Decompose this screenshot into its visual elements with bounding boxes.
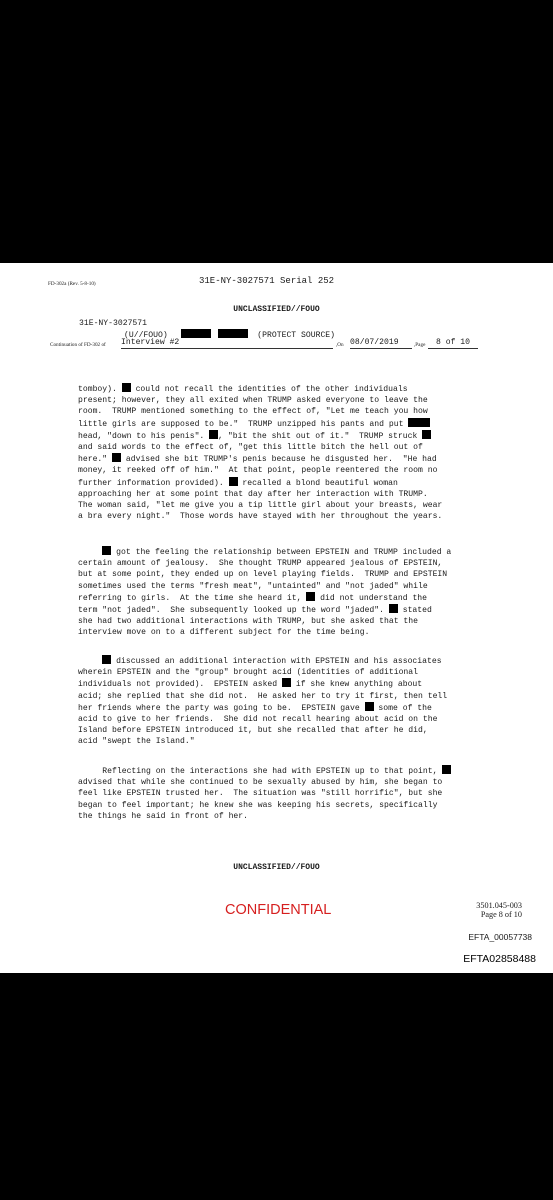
paragraph-4: Reflecting on the interactions she had with EPSTEIN up to that point, advised that while she continued to be sexually abused by him, she began to feel like EPSTEIN trusted her. The situation was "still horrific", but she began to feel important; he knew she was keeping his secrets, specifically the things he said in front of her. bbox=[78, 765, 476, 822]
subject-field: Interview #2 bbox=[121, 337, 333, 349]
continuation-label: Continuation of FD-302 of bbox=[50, 342, 106, 348]
redaction-block bbox=[102, 546, 111, 555]
page-label: ,Page bbox=[414, 342, 426, 348]
paragraph-1: tomboy). could not recall the identities of the other individuals present; however, they all exited when TRUMP asked everyone to leave the room. TRUMP mentioned something to the effect of, "Let me teach you how little girls are supposed to be." TRUMP unzipped his pants and put head, "down to his penis". , "bit the shit out of it." TRUMP struck and said words to the effect of, "get this little bitch the hell out of here." advised she bit TRUMP's penis because he disgusted her. "He had money, it reeked off of him." At that point, people reentered the room no further information provided). recalled a blond beautiful woman approaching her at some point that day after her interaction with TRUMP. The woman said, "let me give you a tip little girl about your breasts, wear a bra every night." Those words have stayed with her throughout the years. bbox=[78, 385, 443, 522]
paragraph-2: got the feeling the relationship between EPSTEIN and TRUMP included a certain amount of jealousy. She thought TRUMP appeared jealous of EPSTEIN, but at some point, they ended up on level playing fields. TRUMP and EPSTEIN sometimes used the terms "fresh meat", "untainted" and "not jaded" while referring to girls. At the time she heard it, did not understand the term "not jaded". She subsequently looked up the word "jaded". stated she had two additional interactions with TRUMP, but she asked that the interview move on to a different subject for the time being. bbox=[78, 548, 452, 638]
redaction-block bbox=[442, 765, 451, 774]
classification-header: UNCLASSIFIED//FOUO bbox=[233, 305, 320, 314]
efta-number-1: EFTA_00057738 bbox=[468, 932, 532, 942]
page-of-footer: Page 8 of 10 bbox=[480, 910, 522, 919]
redaction-block bbox=[408, 418, 430, 427]
redaction-block bbox=[122, 383, 131, 392]
redaction-block bbox=[365, 702, 374, 711]
redaction-block bbox=[209, 430, 218, 439]
redaction-block bbox=[282, 678, 291, 687]
redaction-block bbox=[112, 453, 121, 462]
redaction-block bbox=[102, 655, 111, 664]
serial-number: 31E-NY-3027571 Serial 252 bbox=[199, 276, 335, 286]
date-field: 08/07/2019 bbox=[350, 337, 412, 349]
on-label: ,On bbox=[336, 342, 344, 348]
page-field: 8 of 10 bbox=[428, 337, 478, 349]
document-page bbox=[0, 263, 553, 973]
paragraph-3: discussed an additional interaction with EPSTEIN and his associates wherein EPSTEIN and the "group" brought acid (identities of additional individuals not provided). EPSTEIN asked if she knew anything about acid; she replied that she did not. He asked her to try it first, then tell her friends where the party was going to be. EPSTEIN gave some of the acid to give to her friends. She did not recall hearing about acid on the Island before EPSTEIN introduced it, but she recalled that after he did, acid "swept the Island." bbox=[78, 657, 448, 747]
case-number: 31E-NY-3027571 bbox=[79, 319, 147, 328]
classification-footer: UNCLASSIFIED//FOUO bbox=[233, 863, 320, 872]
document-reference: 3501.045-003 bbox=[476, 901, 522, 910]
confidential-stamp: CONFIDENTIAL bbox=[225, 902, 332, 918]
protect-source-marking: (PROTECT SOURCE) bbox=[257, 331, 336, 340]
ufouo-marking: (U//FOUO) bbox=[124, 331, 168, 340]
redaction-block bbox=[229, 477, 238, 486]
efta-number-2: EFTA02858488 bbox=[463, 953, 536, 965]
redaction-block bbox=[389, 604, 398, 613]
redaction-block bbox=[422, 430, 431, 439]
form-id: FD-302a (Rev. 5-8-10) bbox=[48, 281, 96, 287]
redaction-block bbox=[306, 592, 315, 601]
